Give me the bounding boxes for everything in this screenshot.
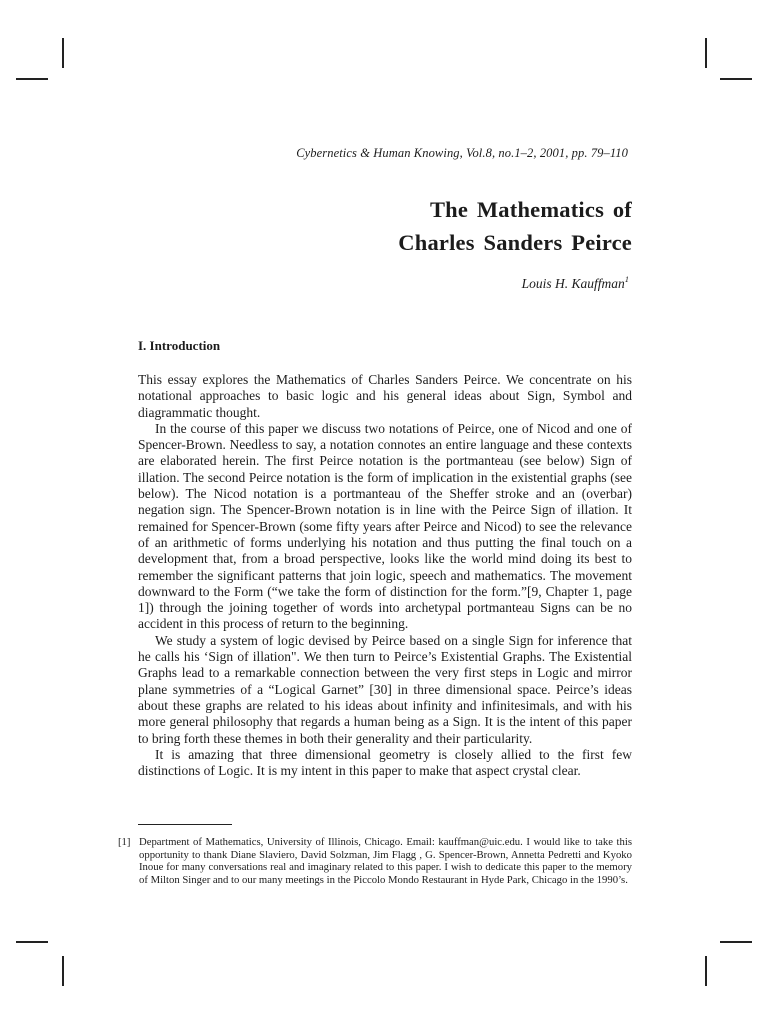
crop-mark-bottom-right-vertical xyxy=(705,956,707,986)
crop-mark-top-right-horizontal xyxy=(720,78,752,80)
paragraph-2: In the course of this paper we discuss two notations of Peirce, one of Nicod and one of Spencer-Brown. Needless to say, a notation connotes an entire language and these contexts are elaborated herein. The first Peirce notation is the portmanteau (see below) Sign of illation. The second Peirce notation is the form of implication in the existential graphs (see below). The Nicod notation is a portmanteau of the Sheffer stroke and an (overbar) negation sign. The Spencer-Brown notation is in line with the Peirce Sign of illation. It remained for Spencer-Brown (some fifty years after Peirce and Nicod) to see the relevance of an arithmetic of forms underlying his notation and thus putting the final touch on a development that, from a broad perspective, looks like the world mind doing its best to remember the significant patterns that join logic, speech and mathematics. The movement downward to the Form (“we take the form of distinction for the form.”[9, Chapter 1, page 1]) through the joining together of words into archetypal portmanteau Signs can be no accident in this process of return to the beginning. xyxy=(138,420,632,632)
section-heading: I. Introduction xyxy=(138,338,221,353)
body-text xyxy=(138,372,632,779)
author-name: Louis H. Kauffman xyxy=(521,276,625,291)
title-line-1: The Mathematics of xyxy=(429,197,632,222)
footnote-text: Department of Mathematics, University of Illinois, Chicago. Email: kauffman@uic.edu. I would like to take this opportunity to thank Diane Slaviero, David Solzman, Jim Flagg , G. Spencer-Brown, Annetta Pedretti and Kyoko Inoue for many conversations real and imaginary related to this paper. I wish to dedicate this paper to the memory of Milton Singer and to our many meetings in the Piccolo Mondo Restaurant in Hyde Park, Chicago in the 1990’s. xyxy=(139,836,632,886)
paragraph-1: This essay explores the Mathematics of Charles Sanders Peirce. We concentrate on his notational approaches to basic logic and his general ideas about Sign, Symbol and diagrammatic thought. xyxy=(138,372,632,420)
footnote xyxy=(118,836,632,886)
crop-mark-top-left-vertical xyxy=(62,38,64,68)
author-footnote-mark[interactable]: 1 xyxy=(624,274,629,284)
journal-citation: Cybernetics & Human Knowing, Vol.8, no.1–2, 2001, pp. 79–110 xyxy=(296,146,628,160)
paper-title xyxy=(398,193,632,259)
crop-mark-bottom-left-horizontal xyxy=(16,941,48,943)
footnote-separator xyxy=(138,824,232,825)
paragraph-3: We study a system of logic devised by Peirce based on a single Sign for inference that he calls his ‘Sign of illation". We then turn to Peirce’s Existential Graphs. The Existential Graphs lead to a remarkable connection between the very first steps in Logic and mirror plane symmetries of a “Logical Garnet” [30] in three dimensional space. Peirce’s ideas about these graphs are related to his ideas about infinity and infinitesimals, and with his more general philosophy that regards a human being as a Sign. It is the intent of this paper to bring forth these themes in both their generality and their particularity. xyxy=(138,632,632,746)
crop-mark-top-left-horizontal xyxy=(16,78,48,80)
crop-mark-bottom-left-vertical xyxy=(62,956,64,986)
title-line-2: Charles Sanders Peirce xyxy=(398,230,632,255)
crop-mark-bottom-right-horizontal xyxy=(720,941,752,943)
author-line xyxy=(522,274,629,292)
footnote-marker: [1] xyxy=(118,836,131,848)
crop-mark-top-right-vertical xyxy=(705,38,707,68)
paragraph-4: It is amazing that three dimensional geometry is closely allied to the first few distinctions of Logic. It is my intent in this paper to make that aspect crystal clear. xyxy=(138,746,632,779)
